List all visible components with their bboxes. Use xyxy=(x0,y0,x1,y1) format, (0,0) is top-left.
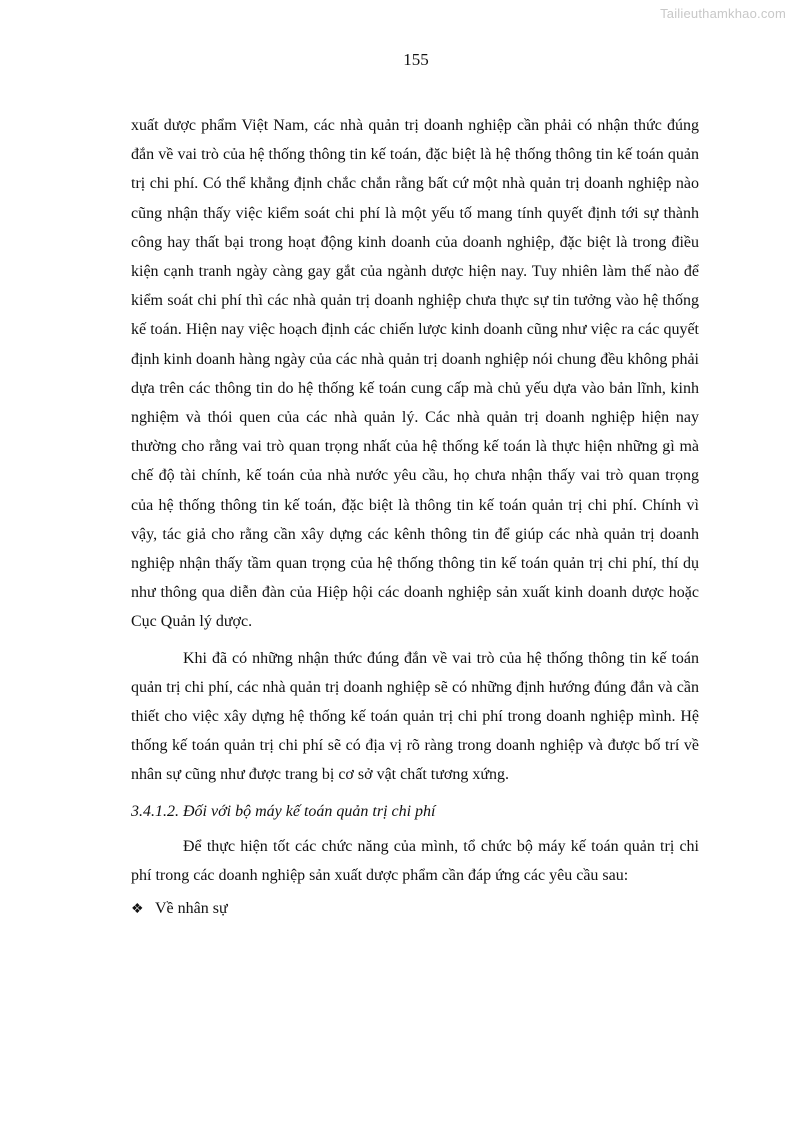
paragraph-2: Khi đã có những nhận thức đúng đắn về vai trò của hệ thống thông tin kế toán quản trị chi phí, các nhà quản trị doanh nghiệp sẽ có những định hướng đúng đắn và cần thiết cho việc xây dựng hệ thống kế toán quản trị chi phí trong doanh nghiệp mình. Hệ thống kế toán quản trị chi phí sẽ có địa vị rõ ràng trong doanh nghiệp và được bố trí về nhân sự cũng như được trang bị cơ sở vật chất tương xứng. xyxy=(131,649,699,784)
section-heading: 3.4.1.2. Đối với bộ máy kế toán quản trị chi phí xyxy=(131,802,436,820)
paragraph-3: Để thực hiện tốt các chức năng của mình, tổ chức bộ máy kế toán quản trị chi phí trong các doanh nghiệp sản xuất dược phẩm cần đáp ứng các yêu cầu sau: xyxy=(131,837,699,885)
page-number: 155 xyxy=(403,50,429,69)
diamond-bullet-icon: ❖ xyxy=(131,902,144,918)
bullet-item xyxy=(131,894,699,924)
watermark: Tailieuthamkhao.com xyxy=(660,6,786,21)
paragraph-1: xuất dược phẩm Việt Nam, các nhà quản trị doanh nghiệp cần phải có nhận thức đúng đắn về vai trò của hệ thống thông tin kế toán, đặc biệt là hệ thống thông tin kế toán quản trị chi phí. Có thể khẳng định chắc chắn rằng bất cứ một nhà quản trị doanh nghiệp nào cũng nhận thấy việc kiểm soát chi phí là một yếu tố mang tính quyết định tới sự thành công hay thất bại trong hoạt động kinh doanh của doanh nghiệp, đặc biệt là trong điều kiện cạnh tranh ngày càng gay gắt của ngành dược hiện nay. Tuy nhiên làm thế nào để kiểm soát chi phí thì các nhà quản trị doanh nghiệp chưa thực sự tin tưởng vào hệ thống kế toán. Hiện nay việc hoạch định các chiến lược kinh doanh cũng như việc ra các quyết định kinh doanh hàng ngày của các nhà quản trị doanh nghiệp nói chung đều không phải dựa trên các thông tin do hệ thống kế toán cung cấp mà chủ yếu dựa vào bản lĩnh, kinh nghiệm và thói quen của các nhà quản lý. Các nhà quản trị doanh nghiệp hiện nay thường cho rằng vai trò quan trọng nhất của hệ thống kế toán là thực hiện những gì mà chế độ tài chính, kế toán của nhà nước yêu cầu, họ chưa nhận thấy vai trò quan trọng của hệ thống thông tin kế toán, đặc biệt là thông tin kế toán quản trị chi phí. Chính vì vậy, tác giả cho rằng cần xây dựng các kênh thông tin để giúp các nhà quản trị doanh nghiệp nhận thấy tầm quan trọng của hệ thống thông tin kế toán quản trị chi phí, thí dụ như thông qua diễn đàn của Hiệp hội các doanh nghiệp sản xuất kinh doanh dược hoặc Cục Quản lý dược. xyxy=(131,117,699,631)
document-body xyxy=(131,111,699,924)
bullet-label: Về nhân sự xyxy=(155,900,228,918)
